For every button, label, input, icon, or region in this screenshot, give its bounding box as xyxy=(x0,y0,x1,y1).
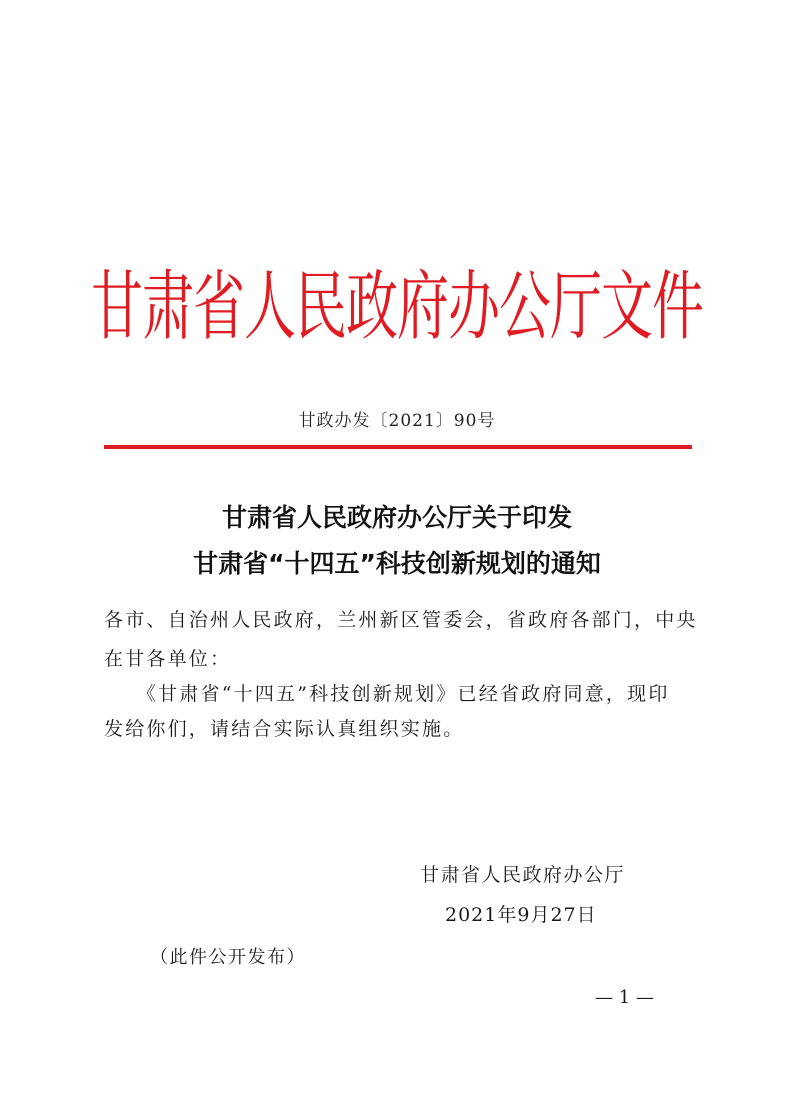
body-paragraph-line-1: 《甘肃省“十四五”科技创新规划》已经省政府同意，现印 xyxy=(104,683,670,705)
body-paragraph-line-2: 发给你们，请结合实际认真组织实施。 xyxy=(104,718,465,740)
masthead-title: 甘肃省人民政府办公厅文件 xyxy=(90,264,703,352)
addressee-line-1: 各市、自治州人民政府，兰州新区管委会，省政府各部门，中央 xyxy=(104,609,698,631)
signature-organization: 甘肃省人民政府办公厅 xyxy=(420,864,626,886)
page-number: — 1 — xyxy=(595,987,654,1008)
document-number: 甘政办发〔2021〕90号 xyxy=(298,411,496,431)
red-separator-line xyxy=(104,445,692,449)
notice-title-line-1: 甘肃省人民政府办公厅关于印发 xyxy=(221,503,572,532)
signature-date: 2021年9月27日 xyxy=(445,904,597,926)
notice-title-line-2: 甘肃省“十四五”科技创新规划的通知 xyxy=(193,549,601,578)
publish-note: （此件公开发布） xyxy=(150,947,306,968)
addressee-line-2: 在甘各单位： xyxy=(104,648,232,670)
